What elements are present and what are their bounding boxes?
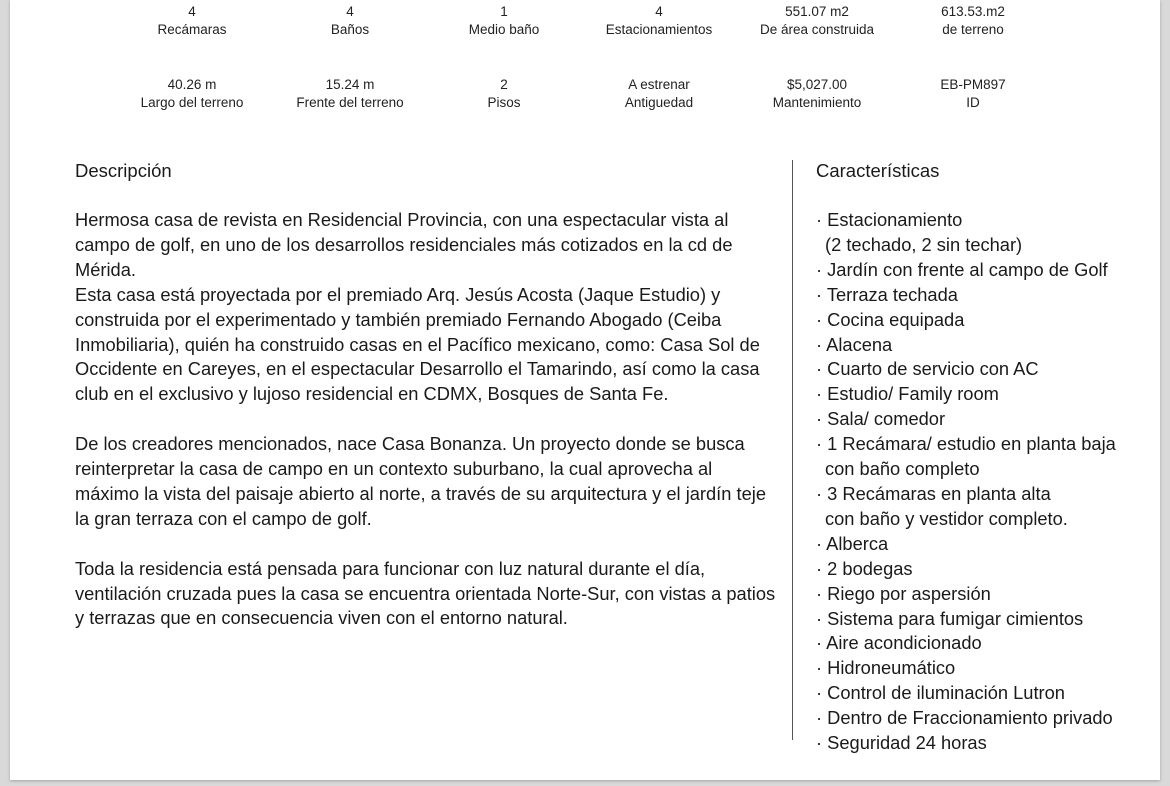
column-divider xyxy=(792,160,793,740)
stat-label: Baños xyxy=(330,22,370,37)
features-section xyxy=(816,158,1156,756)
stat-label: Antiguedad xyxy=(624,95,694,110)
stat-floors xyxy=(419,76,589,112)
stat-label: De área construida xyxy=(759,22,875,37)
stat-label: Frente del terreno xyxy=(296,95,404,110)
description-paragraph: Esta casa está proyectada por el premiado Arq. Jesús Acosta (Jaque Estudio) y construida por el experimentado y también premiado Fernando Abogado (Ceiba Inmobiliaria), quién ha construido casas en el Pacífico mexicano, como: Casa Sol de Occidente en Careyes, en el espectacular Desarrollo el Tamarindo, así como la casa club en el exclusivo y lujoso residencial en CDMX, Bosques de Santa Fe. xyxy=(75,283,760,405)
feature-item: · Riego por aspersión xyxy=(816,582,991,604)
feature-item: · 2 bodegas xyxy=(816,557,913,579)
stat-value: 1 xyxy=(500,4,508,19)
feature-item: · Alberca xyxy=(816,532,889,554)
stat-label: Medio baño xyxy=(468,22,540,37)
features-list xyxy=(816,208,1156,756)
stat-land-length xyxy=(107,76,277,112)
feature-item: · Sistema para fumigar cimientos xyxy=(816,607,1084,629)
stat-value: 2 xyxy=(500,77,508,92)
feature-item: · 1 Recámara/ estudio en planta baja xyxy=(816,433,1116,455)
stat-value: EB-PM897 xyxy=(940,77,1006,92)
stat-half-bath xyxy=(419,3,589,39)
features-heading: Características xyxy=(816,160,940,181)
feature-item-detail: con baño completo xyxy=(825,458,980,480)
stat-age xyxy=(574,76,744,112)
stat-id xyxy=(888,76,1058,112)
stat-label: de terreno xyxy=(942,22,1004,37)
stat-label: Mantenimiento xyxy=(772,95,862,110)
feature-item: · Hidroneumático xyxy=(816,657,956,679)
stat-label: ID xyxy=(966,95,980,110)
feature-item: · Sala/ comedor xyxy=(816,408,946,430)
stat-land-front xyxy=(265,76,435,112)
stat-value: $5,027.00 xyxy=(786,77,848,92)
description-paragraph: Toda la residencia está pensada para funcionar con luz natural durante el día, ventilación cruzada pues la casa se encuentra orientada Norte-Sur, con vistas a patios y terrazas que en consecuencia viven con el entorno natural. xyxy=(75,557,776,629)
feature-item-detail: con baño y vestidor completo. xyxy=(825,507,1068,529)
stat-label: Pisos xyxy=(487,95,521,110)
stat-bedrooms xyxy=(107,3,277,39)
stat-value: 4 xyxy=(655,4,663,19)
feature-item: · Estudio/ Family room xyxy=(816,383,999,405)
feature-item: · Cocina equipada xyxy=(816,308,965,330)
description-paragraph: Hermosa casa de revista en Residencial Provincia, con una espectacular vista al campo de golf, en uno de los desarrollos residenciales más cotizados en la cd de Mérida. xyxy=(75,209,733,280)
feature-item: · Cuarto de servicio con AC xyxy=(816,358,1039,380)
feature-item: · Seguridad 24 horas xyxy=(816,732,987,754)
description-paragraph: De los creadores mencionados, nace Casa Bonanza. Un proyecto donde se busca reinterpretar la casa de campo en un contexto suburbano, la cual aprovecha al máximo la vista del paisaje abierto al norte, a través de su arquitectura y el jardín teje la gran terraza con el campo de golf. xyxy=(75,433,766,529)
stat-label: Recámaras xyxy=(157,22,227,37)
feature-item: · Dentro de Fraccionamiento privado xyxy=(816,707,1113,729)
stat-value: 40.26 m xyxy=(167,77,217,92)
feature-item: · Terraza techada xyxy=(816,283,958,305)
feature-item: · Control de iluminación Lutron xyxy=(816,682,1065,704)
feature-item: · Estacionamiento xyxy=(816,209,963,230)
stat-value: A estrenar xyxy=(628,77,690,92)
feature-item: · Jardín con frente al campo de Golf xyxy=(816,258,1108,280)
description-heading: Descripción xyxy=(75,160,172,181)
feature-item-detail: (2 techado, 2 sin techar) xyxy=(825,233,1023,255)
stat-value: 15.24 m xyxy=(325,77,375,92)
stat-label: Largo del terreno xyxy=(140,95,244,110)
stat-value: 551.07 m2 xyxy=(785,4,849,19)
stat-land-area xyxy=(888,3,1058,39)
stat-value: 4 xyxy=(188,4,196,19)
stat-value: 4 xyxy=(346,4,354,19)
stat-label: Estacionamientos xyxy=(605,22,713,37)
stat-maintenance xyxy=(732,76,902,112)
description-section xyxy=(75,158,780,656)
stat-value: 613.53.m2 xyxy=(941,4,1005,19)
stat-bathrooms xyxy=(265,3,435,39)
stat-parking xyxy=(574,3,744,39)
feature-item: · 3 Recámaras en planta alta xyxy=(816,482,1051,504)
document-page xyxy=(10,0,1160,780)
stat-built-area xyxy=(732,3,902,39)
feature-item: · Alacena xyxy=(816,333,893,355)
feature-item: · Aire acondicionado xyxy=(816,632,982,654)
